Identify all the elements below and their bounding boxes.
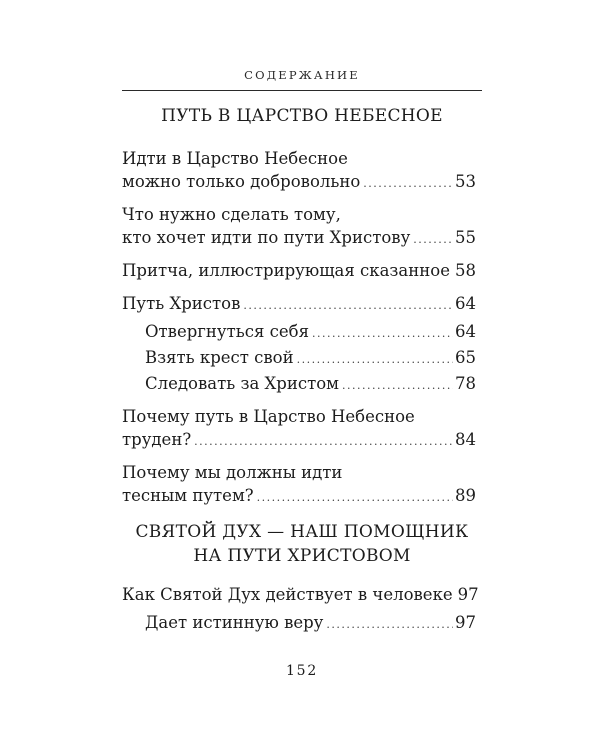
section-title-line: ПУТЬ В ЦАРСТВО НЕБЕСНОЕ	[161, 106, 443, 126]
dot-leader	[257, 486, 453, 509]
toc-entry[interactable]	[122, 461, 476, 509]
toc-subentry[interactable]	[145, 611, 476, 636]
dot-leader	[342, 374, 453, 397]
toc-entry-text: Почему путь в Царство Небесное	[122, 407, 415, 426]
dot-leader	[326, 613, 453, 636]
page-number: 152	[285, 663, 319, 679]
dot-leader	[243, 294, 453, 317]
toc-entry-text: Взять крест свой	[145, 348, 294, 367]
running-head: СОДЕРЖАНИЕ	[244, 68, 360, 82]
toc-entry-text: Притча, иллюстрирующая сказанное	[122, 261, 450, 280]
toc-entry-text: можно только добровольно	[122, 172, 361, 191]
toc-entry[interactable]	[122, 405, 476, 453]
section-title-1	[122, 104, 482, 128]
toc-entry[interactable]	[122, 292, 476, 317]
toc-page-number: 58	[455, 261, 476, 280]
toc-entry-text: Что нужно сделать тому,	[122, 205, 341, 224]
toc-page-number: 97	[455, 613, 476, 632]
toc-page-number: 55	[455, 228, 476, 247]
toc-page-number: 64	[455, 294, 476, 313]
section-title-2	[122, 520, 482, 568]
dot-leader	[312, 322, 453, 345]
toc-page-number: 97	[457, 585, 479, 604]
toc-entry[interactable]	[122, 203, 476, 251]
toc-entry-text: Отвергнуться себя	[145, 322, 309, 341]
toc-page-number: 53	[455, 172, 476, 191]
toc-entry[interactable]	[122, 259, 476, 284]
toc-page-number: 84	[455, 430, 476, 449]
dot-leader	[413, 228, 453, 251]
toc-entry[interactable]	[122, 147, 476, 195]
toc-entry-text: кто хочет идти по пути Христову	[122, 228, 411, 247]
toc-entry-text: Следовать за Христом	[145, 374, 339, 393]
toc-subentry[interactable]	[145, 320, 476, 345]
dot-leader	[297, 348, 453, 371]
toc-page-number: 64	[455, 322, 476, 341]
toc-entry-text: труден?	[122, 430, 192, 449]
toc-entry-text: тесным путем?	[122, 486, 254, 505]
toc-entry-text: Как Святой Дух действует в человеке	[122, 585, 453, 604]
toc-entry-text: Идти в Царство Небесное	[122, 149, 348, 168]
toc-page-number: 78	[455, 374, 476, 393]
toc-subentry[interactable]	[145, 346, 476, 371]
toc-entry-text: Дает истинную веру	[145, 613, 324, 632]
toc-page-number: 89	[455, 486, 476, 505]
header-rule	[122, 90, 482, 91]
toc-page-number: 65	[455, 348, 476, 367]
dot-leader	[363, 172, 453, 195]
toc-entry-text: Почему мы должны идти	[122, 463, 343, 482]
section-title-line: НА ПУТИ ХРИСТОВОМ	[193, 546, 411, 566]
section-title-line: СВЯТОЙ ДУХ — НАШ ПОМОЩНИК	[135, 522, 469, 542]
toc-subentry[interactable]	[145, 372, 476, 397]
dot-leader	[194, 430, 453, 453]
toc-entry[interactable]	[122, 583, 479, 608]
toc-entry-text: Путь Христов	[122, 294, 241, 313]
